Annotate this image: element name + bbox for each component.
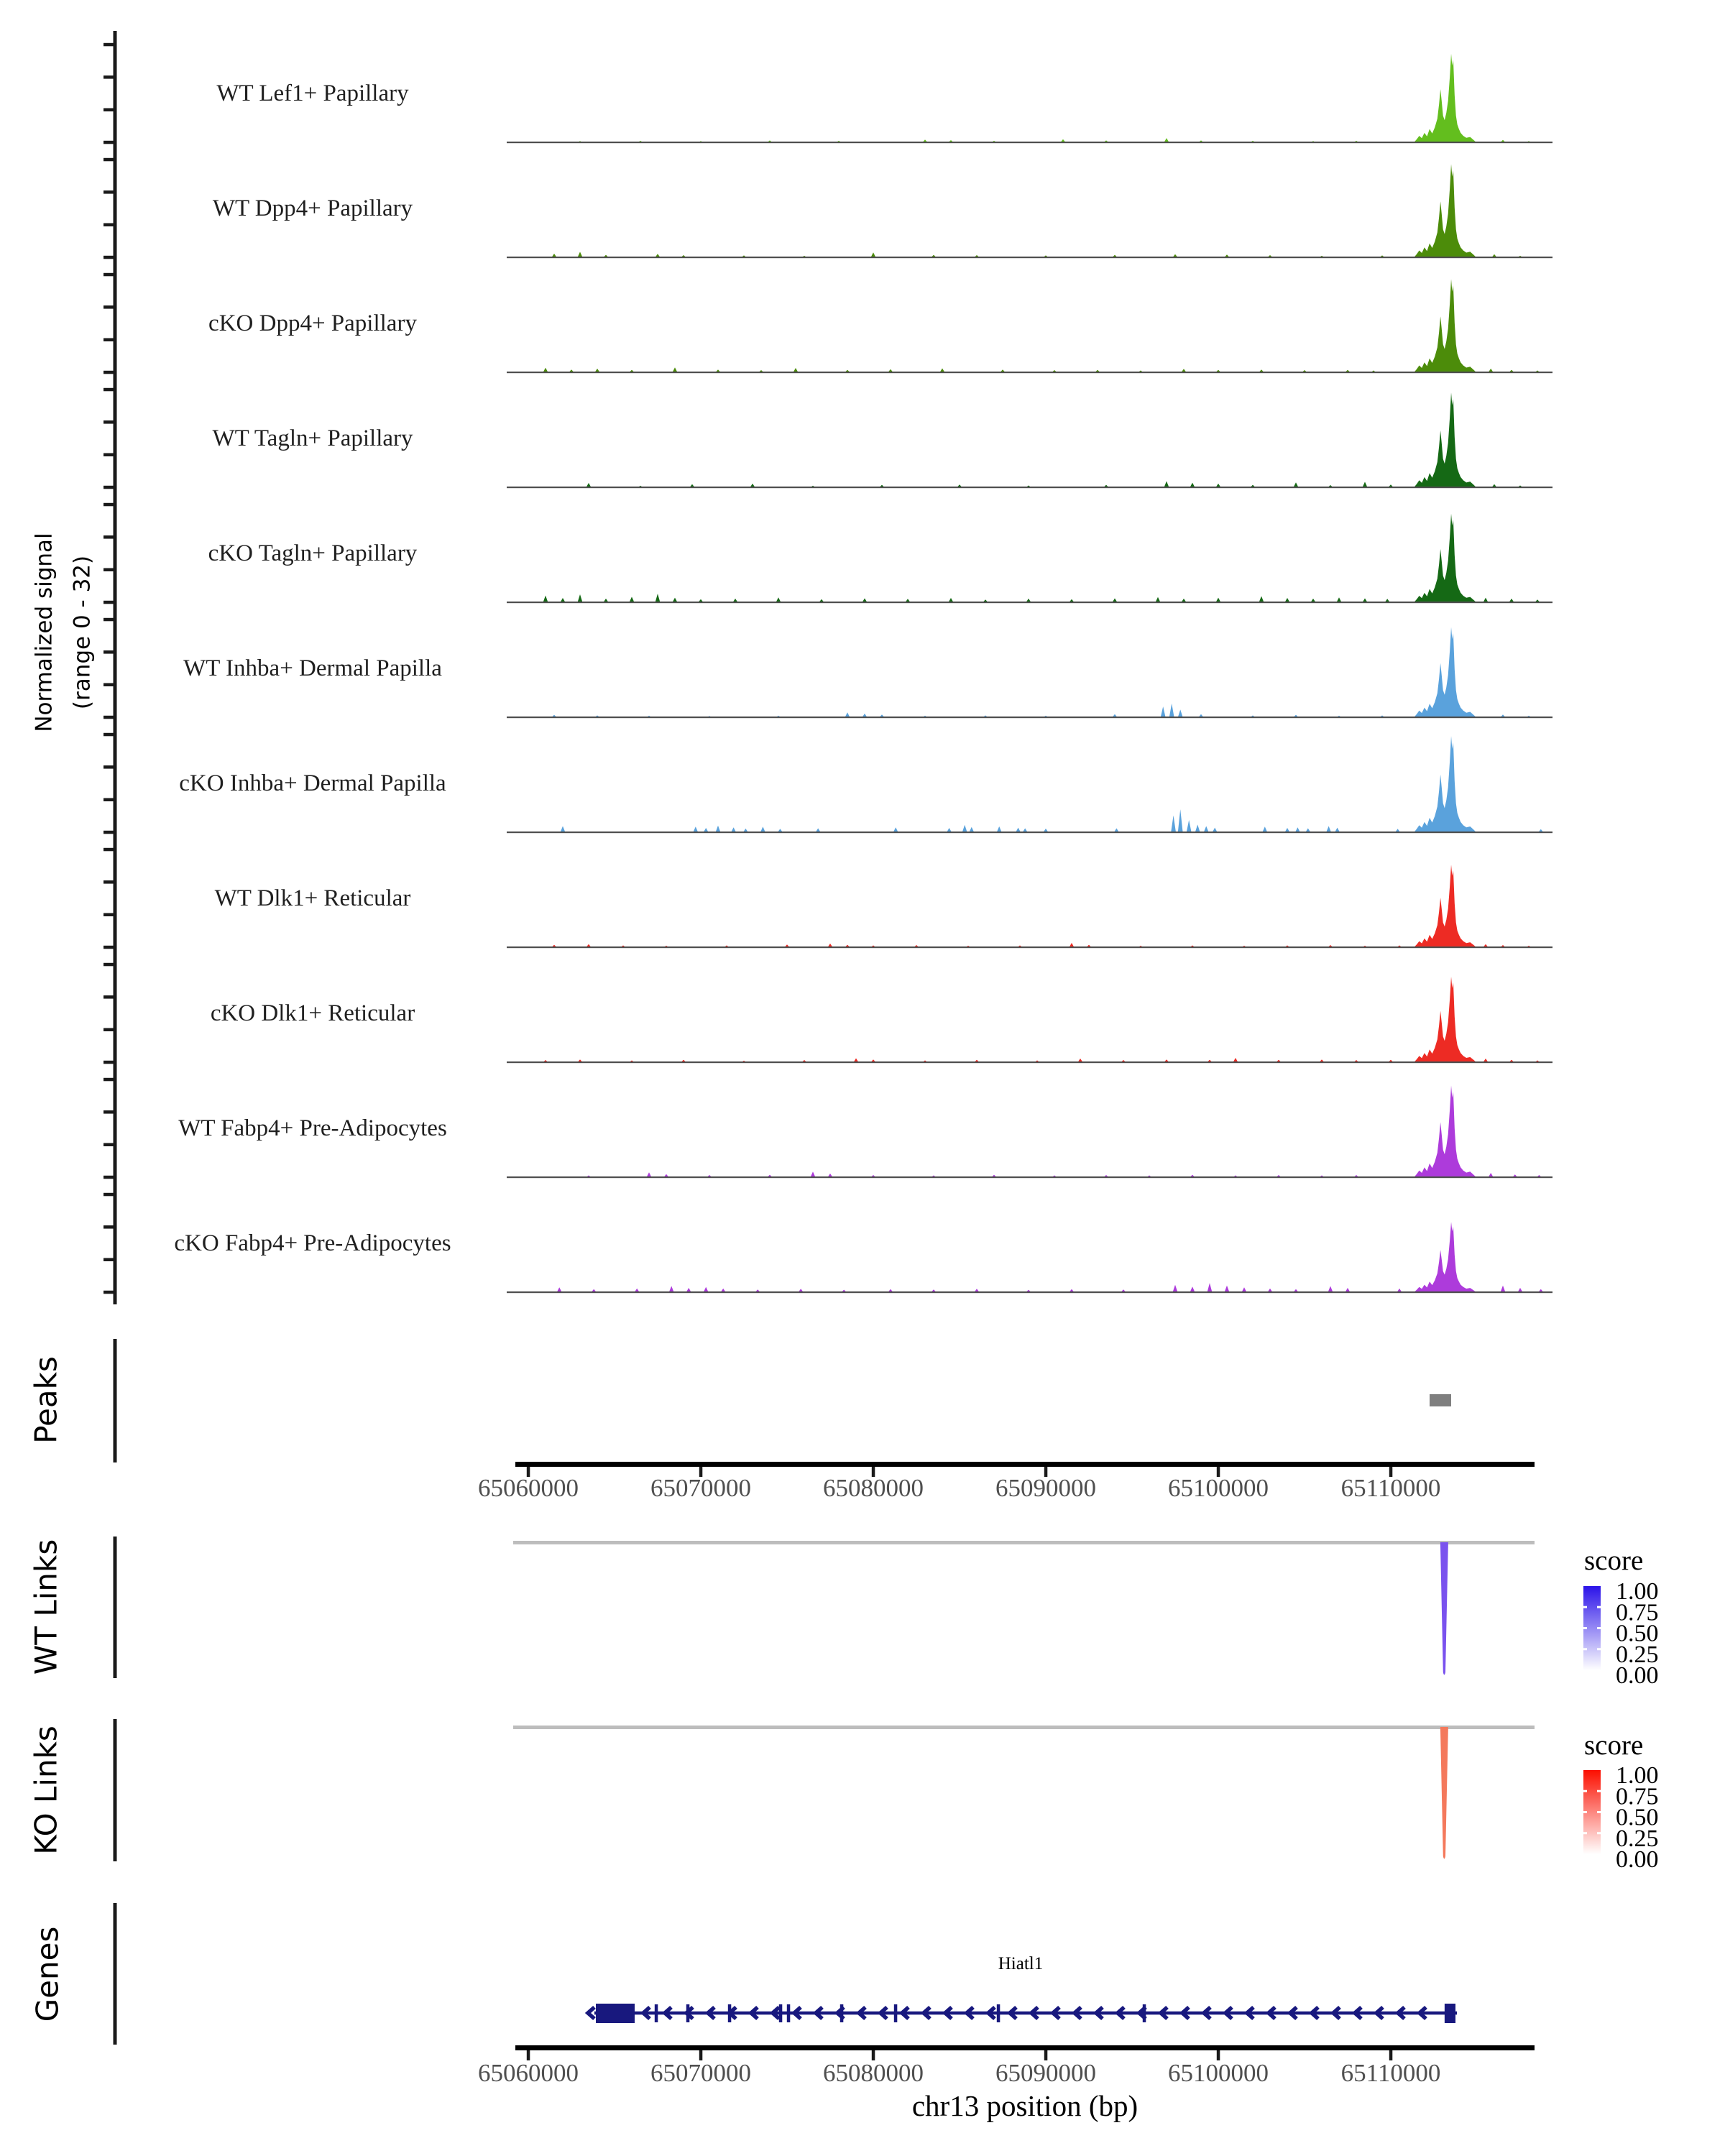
signal-axis-tick (104, 1258, 114, 1262)
links-baseline (513, 1541, 1535, 1544)
track-baseline (507, 257, 1552, 258)
x-axis-tick-label: 65060000 (478, 2059, 579, 2087)
signal-axis-tick (104, 109, 114, 112)
signal-axis-tick (104, 1061, 114, 1064)
signal-axis-tick (104, 158, 114, 162)
genes-panel-label: Genes (29, 1926, 65, 2022)
gene-exon-mark (894, 2004, 898, 2022)
signal-axis-tick (104, 75, 114, 79)
x-axis-tick-label: 65080000 (823, 2059, 924, 2087)
signal-axis-tick (104, 1110, 114, 1114)
x-axis-tick-label: 65110000 (1340, 1474, 1441, 1502)
x-axis-tick-label: 65100000 (1168, 2059, 1269, 2087)
score-colorbar-tick (1597, 1606, 1601, 1608)
x-axis-title: chr13 position (bp) (911, 2089, 1138, 2122)
signal-track-area (507, 627, 1552, 717)
signal-axis-tick (104, 848, 114, 852)
signal-axis-tick (104, 141, 114, 144)
track-label: cKO Fabp4+ Pre-Adipocytes (174, 1230, 451, 1256)
track-label: WT Tagln+ Papillary (212, 425, 413, 451)
links-axis-spine (114, 1719, 117, 1861)
signal-axis-title-line1: Normalized signal (31, 533, 58, 732)
wt-links-panel-label: WT Links (28, 1539, 64, 1675)
link-arc (1440, 1727, 1448, 1859)
link-arc (1440, 1542, 1448, 1675)
signal-axis-tick (104, 765, 114, 769)
signal-axis-tick (104, 1028, 114, 1032)
track-baseline (507, 487, 1552, 488)
signal-axis-tick (104, 486, 114, 489)
gene-name-label: Hiatl1 (998, 1954, 1044, 1973)
x-axis-line (515, 2045, 1535, 2050)
peaks-axis-spine (114, 1339, 117, 1462)
signal-axis-tick (104, 733, 114, 737)
signal-axis-tick (104, 1176, 114, 1179)
signal-axis-tick (104, 190, 114, 194)
score-legend-label: 1.00 (1616, 1578, 1659, 1605)
track-label: WT Dpp4+ Papillary (212, 195, 413, 221)
signal-track-area (507, 164, 1552, 257)
gene-exon-mark (997, 2004, 1000, 2022)
signal-track-area (507, 279, 1552, 372)
signal-axis-tick (104, 1193, 114, 1197)
peaks-panel-label: Peaks (28, 1356, 64, 1444)
x-axis-line (515, 1462, 1535, 1467)
x-axis-tick-label: 65110000 (1340, 2059, 1441, 2087)
signal-axis-tick (104, 716, 114, 719)
links-axis-spine (114, 1537, 117, 1678)
signal-axis-tick (104, 946, 114, 949)
ko-links-panel-label: KO Links (28, 1726, 64, 1855)
signal-axis-tick (104, 1078, 114, 1082)
score-legend-label: 0.25 (1616, 1825, 1659, 1852)
signal-axis-tick (104, 913, 114, 917)
score-colorbar-tick (1597, 1648, 1601, 1650)
signal-axis-tick (104, 43, 114, 47)
score-colorbar-tick (1597, 1790, 1601, 1792)
track-baseline (507, 602, 1552, 603)
x-axis-tick-label: 65090000 (995, 2059, 1096, 2087)
signal-axis-tick (104, 568, 114, 572)
score-legend-label: 0.50 (1616, 1804, 1659, 1831)
signal-axis-tick (104, 503, 114, 507)
track-label: cKO Tagln+ Papillary (208, 540, 418, 566)
track-baseline (507, 831, 1552, 833)
signal-axis-tick (104, 420, 114, 424)
track-label: WT Fabp4+ Pre-Adipocytes (178, 1115, 447, 1141)
x-axis-tick-label: 65080000 (823, 1474, 924, 1502)
signal-axis-tick (104, 224, 114, 227)
signal-axis-tick (104, 683, 114, 687)
signal-axis-title-line2: (range 0 - 32) (69, 555, 95, 710)
signal-axis-tick (104, 1143, 114, 1147)
track-baseline (507, 142, 1552, 143)
signal-axis-tick (104, 1291, 114, 1294)
signal-axis-tick (104, 831, 114, 834)
track-baseline (507, 1176, 1552, 1178)
signal-track-area (507, 1222, 1552, 1292)
score-colorbar-tick (1583, 1811, 1587, 1813)
signal-axis-tick (104, 995, 114, 999)
x-axis-tick-label: 65060000 (478, 1474, 579, 1502)
signal-axis-tick (104, 305, 114, 309)
signal-axis-tick (104, 338, 114, 342)
score-legend-label: 0.75 (1616, 1783, 1659, 1810)
signal-axis-tick (104, 453, 114, 457)
x-axis-tick-label: 65070000 (650, 1474, 751, 1502)
track-baseline (507, 946, 1552, 948)
gene-strand-arrow-icon (588, 2007, 594, 2019)
gene-exon-box (596, 2004, 635, 2023)
signal-axis-tick (104, 371, 114, 374)
track-label: cKO Dpp4+ Papillary (208, 310, 417, 336)
score-colorbar-tick (1583, 1606, 1587, 1608)
score-legend-label: 0.00 (1616, 1846, 1659, 1873)
x-axis-tick-label: 65090000 (995, 1474, 1096, 1502)
signal-track-area (507, 392, 1552, 487)
track-baseline (507, 372, 1552, 373)
signal-track-area (507, 865, 1552, 947)
score-legend-label: 1.00 (1616, 1762, 1659, 1789)
gene-exon-box (1445, 2004, 1455, 2023)
links-baseline (513, 1726, 1535, 1729)
signal-axis-tick (104, 1225, 114, 1229)
score-colorbar-tick (1597, 1811, 1601, 1813)
signal-axis-tick (104, 798, 114, 802)
gene-exon-mark (779, 2004, 783, 2022)
score-legend-title: score (1584, 1730, 1644, 1761)
score-colorbar-tick (1583, 1648, 1587, 1650)
track-label: cKO Dlk1+ Reticular (210, 1000, 415, 1026)
x-axis-tick-label: 65070000 (650, 2059, 751, 2087)
signal-axis-tick (104, 650, 114, 654)
score-legend-label: 0.75 (1616, 1599, 1659, 1626)
signal-axis-tick (104, 963, 114, 967)
gene-exon-mark (655, 2004, 658, 2022)
x-axis-tick-label: 65100000 (1168, 1474, 1269, 1502)
signal-axis-tick (104, 273, 114, 277)
signal-track-area (507, 514, 1552, 602)
signal-axis-tick (104, 535, 114, 539)
track-baseline (507, 1061, 1552, 1063)
signal-track-area (507, 1086, 1552, 1178)
track-baseline (507, 1291, 1552, 1293)
score-colorbar-tick (1583, 1832, 1587, 1834)
gene-exon-mark (787, 2004, 791, 2022)
signal-axis-tick (104, 618, 114, 622)
score-legend-title: score (1584, 1545, 1644, 1576)
peak-interval (1430, 1394, 1451, 1406)
signal-axis-tick (104, 601, 114, 604)
track-label: WT Lef1+ Papillary (216, 80, 409, 106)
track-baseline (507, 717, 1552, 718)
track-label: cKO Inhba+ Dermal Papilla (179, 770, 446, 796)
score-colorbar-tick (1597, 1832, 1601, 1834)
signal-track-area (507, 736, 1552, 832)
score-legend-label: 0.50 (1616, 1620, 1659, 1647)
track-label: WT Inhba+ Dermal Papilla (183, 655, 442, 681)
score-colorbar-tick (1583, 1627, 1587, 1629)
track-label: WT Dlk1+ Reticular (214, 885, 411, 911)
signal-track-area (507, 977, 1552, 1062)
signal-axis-tick (104, 880, 114, 884)
score-colorbar-tick (1583, 1790, 1587, 1792)
signal-track-area (507, 54, 1552, 142)
genes-axis-spine (114, 1903, 117, 2045)
gene-body-line (594, 2012, 1457, 2015)
score-legend-label: 0.00 (1616, 1662, 1659, 1689)
score-legend-label: 0.25 (1616, 1641, 1659, 1668)
signal-axis-tick (104, 388, 114, 392)
score-colorbar-tick (1597, 1627, 1601, 1629)
signal-axis-spine (114, 31, 117, 1304)
signal-axis-tick (104, 256, 114, 259)
